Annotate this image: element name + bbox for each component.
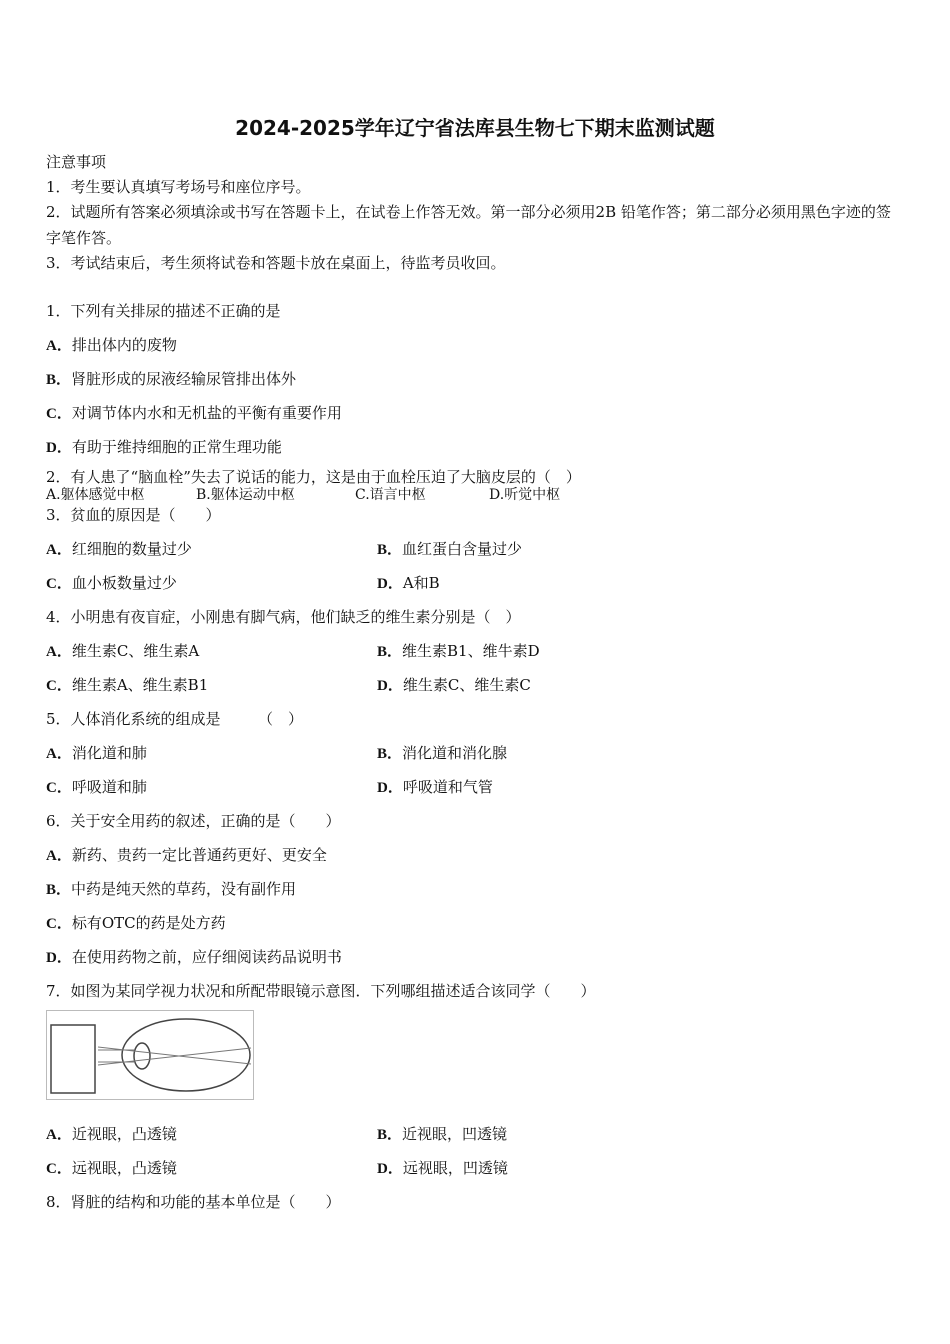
q6-option-b[interactable]: B．中药是纯天然的草药，没有副作用: [46, 880, 297, 898]
question-1-stem: 1．下列有关排尿的描述不正确的是: [46, 302, 281, 320]
q5-option-c[interactable]: C．呼吸道和肺: [46, 778, 147, 796]
q7-option-c[interactable]: C．远视眼，凸透镜: [46, 1159, 177, 1177]
q3-option-c[interactable]: C．血小板数量过少: [46, 574, 177, 592]
notice-heading: 注意事项: [46, 153, 107, 171]
q5-option-d[interactable]: D．呼吸道和气管: [377, 778, 493, 796]
question-4-stem: 4．小明患有夜盲症，小刚患有脚气病，他们缺乏的维生素分别是（ ）: [46, 608, 521, 626]
q6-option-c[interactable]: C．标有OTC的药是处方药: [46, 914, 226, 932]
q7-option-d[interactable]: D．远视眼，凹透镜: [377, 1159, 508, 1177]
notice-item-3: 3．考试结束后，考生须将试卷和答题卡放在桌面上，待监考员收回。: [46, 254, 506, 272]
q7-option-a[interactable]: A．近视眼，凸透镜: [46, 1125, 177, 1143]
q2-option-a[interactable]: A.躯体感觉中枢: [46, 487, 145, 503]
q4-option-b[interactable]: B．维生素B1、维牛素D: [377, 642, 540, 660]
q4-option-d[interactable]: D．维生素C、维生素C: [377, 676, 531, 694]
question-5-stem: 5．人体消化系统的组成是 （ ）: [46, 710, 304, 728]
q1-option-d[interactable]: D．有助于维持细胞的正常生理功能: [46, 438, 282, 456]
notice-item-2: 2．试题所有答案必须填涂或书写在答题卡上，在试卷上作答无效。第一部分必须用2B 铅笔作答；第二部分必须用黑色字迹的签字笔作答。: [46, 203, 891, 247]
q6-option-d[interactable]: D．在使用药物之前，应仔细阅读药品说明书: [46, 948, 342, 966]
page-title: 2024-2025学年辽宁省法库县生物七下期末监测试题: [235, 116, 715, 140]
q2-option-d[interactable]: D.听觉中枢: [489, 487, 561, 503]
question-8-stem: 8．肾脏的结构和功能的基本单位是（ ）: [46, 1193, 341, 1211]
q4-option-a[interactable]: A．维生素C、维生素A: [46, 642, 200, 660]
question-2-stem: 2．有人患了“脑血栓”失去了说话的能力，这是由于血栓压迫了大脑皮层的（ ）: [46, 468, 581, 486]
crystalline-lens-icon: [134, 1043, 150, 1069]
q3-option-b[interactable]: B．血红蛋白含量过少: [377, 540, 523, 558]
q5-option-a[interactable]: A．消化道和肺: [46, 744, 147, 762]
lens-box-icon: [51, 1025, 95, 1093]
q1-option-c[interactable]: C．对调节体内水和无机盐的平衡有重要作用: [46, 404, 342, 422]
question-3-stem: 3．贫血的原因是（ ）: [46, 506, 221, 524]
q5-option-b[interactable]: B．消化道和消化腺: [377, 744, 508, 762]
q3-option-a[interactable]: A．红细胞的数量过少: [46, 540, 192, 558]
notice-item-1: 1．考生要认真填写考场号和座位序号。: [46, 178, 311, 196]
question-7-stem: 7．如图为某同学视力状况和所配带眼镜示意图．下列哪组描述适合该同学（ ）: [46, 982, 596, 1000]
q1-option-b[interactable]: B．肾脏形成的尿液经输尿管排出体外: [46, 370, 297, 388]
q2-option-b[interactable]: B.躯体运动中枢: [196, 487, 295, 503]
q7-option-b[interactable]: B．近视眼，凹透镜: [377, 1125, 508, 1143]
q3-option-d[interactable]: D．A和B: [377, 574, 440, 592]
q6-option-a[interactable]: A．新药、贵药一定比普通药更好、更安全: [46, 846, 327, 864]
q2-option-c[interactable]: C.语言中枢: [355, 487, 426, 503]
q4-option-c[interactable]: C．维生素A、维生素B1: [46, 676, 209, 694]
question-6-stem: 6．关于安全用药的叙述，正确的是（ ）: [46, 812, 341, 830]
eye-lens-diagram: [46, 1010, 254, 1100]
q1-option-a[interactable]: A．排出体内的废物: [46, 336, 177, 354]
